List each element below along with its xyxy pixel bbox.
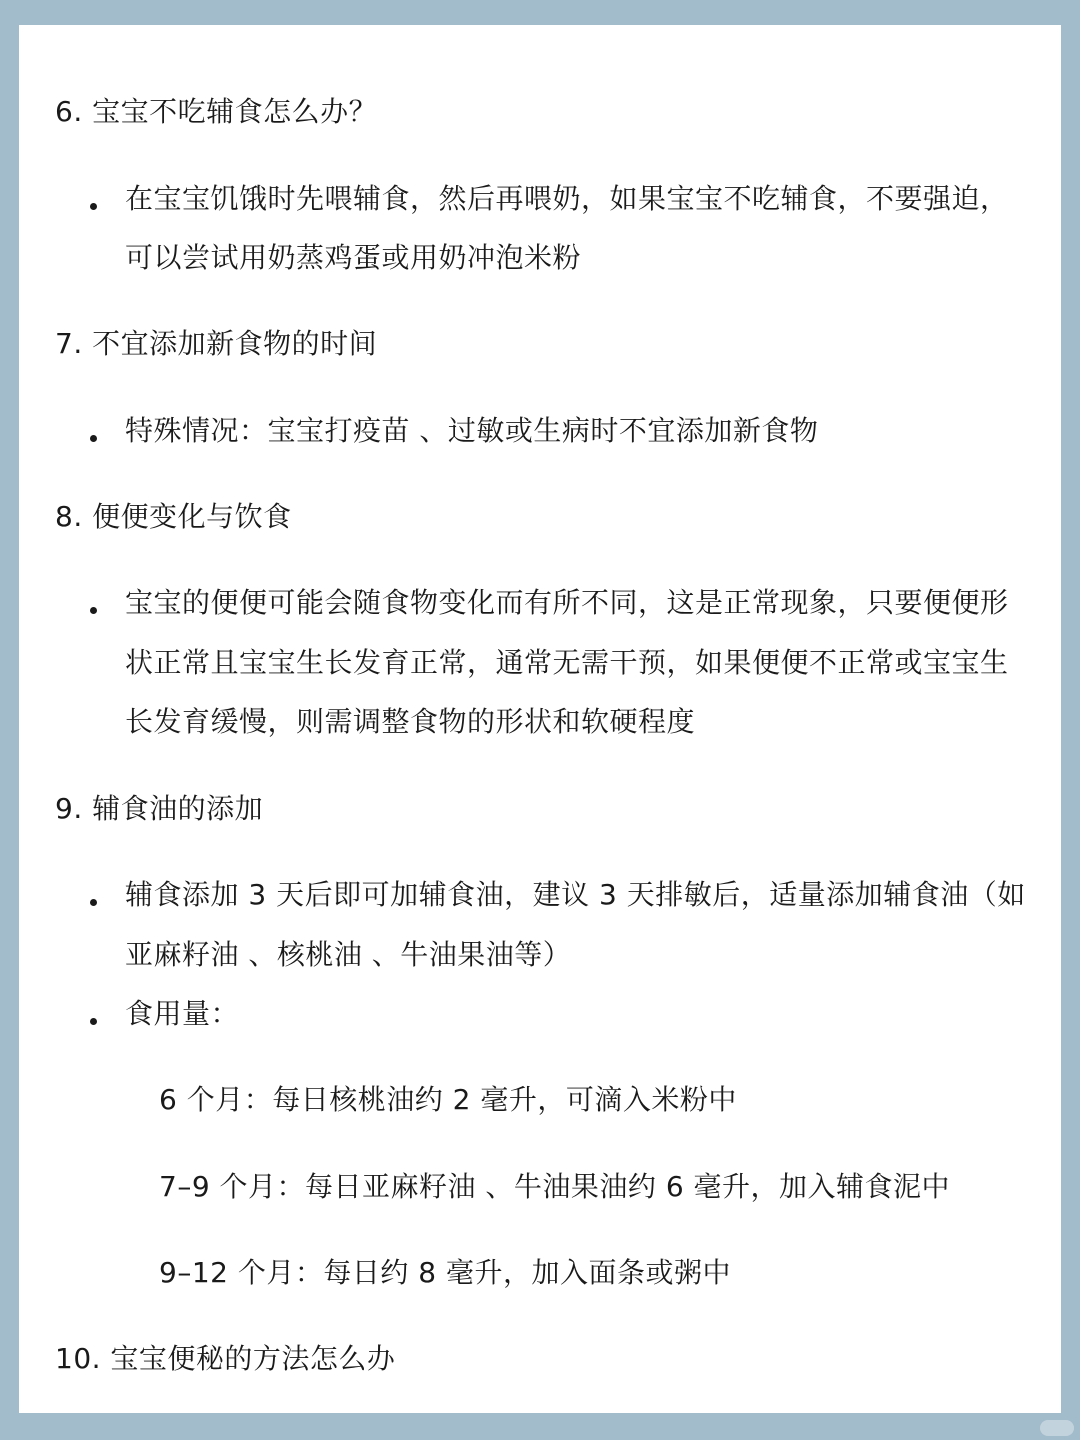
section-7-bullet-line-1: 特殊情况：宝宝打疫苗 、过敏或生病时不宜添加新食物 <box>125 414 819 447</box>
section-9-bullet-line-1: 辅食添加 3 天后即可加辅食油，建议 3 天排敏后，适量添加辅食油（如 <box>125 878 1026 911</box>
bullet-dot-icon <box>90 607 97 614</box>
amount-6-months: 6 个月：每日核桃油约 2 毫升，可滴入米粉中 <box>159 1083 737 1116</box>
section-8-heading: 8. 便便变化与饮食 <box>55 500 292 533</box>
amount-9-12-months: 9–12 个月：每日约 8 毫升，加入面条或粥中 <box>159 1256 731 1289</box>
content-card <box>19 25 1061 1413</box>
section-8-bullet-line-3: 长发育缓慢，则需调整食物的形状和软硬程度 <box>125 705 696 738</box>
section-8-bullet-line-1: 宝宝的便便可能会随食物变化而有所不同，这是正常现象，只要便便形 <box>125 586 1009 619</box>
section-9-heading: 9. 辅食油的添加 <box>55 792 264 825</box>
section-9-bullet-line-2: 亚麻籽油 、核桃油 、牛油果油等） <box>125 938 572 971</box>
amount-7-9-months: 7–9 个月：每日亚麻籽油 、牛油果油约 6 毫升，加入辅食泥中 <box>159 1170 951 1203</box>
section-10-heading: 10. 宝宝便秘的方法怎么办 <box>55 1342 396 1375</box>
section-9-bullet-2-label: 食用量： <box>125 997 240 1030</box>
section-6-bullet-line-2: 可以尝试用奶蒸鸡蛋或用奶冲泡米粉 <box>125 241 582 274</box>
section-6-bullet-line-1: 在宝宝饥饿时先喂辅食，然后再喂奶，如果宝宝不吃辅食，不要强迫， <box>125 182 1009 215</box>
bullet-dot-icon <box>90 203 97 210</box>
section-8-bullet-line-2: 状正常且宝宝生长发育正常，通常无需干预，如果便便不正常或宝宝生 <box>125 646 1009 679</box>
bullet-dot-icon <box>90 1018 97 1025</box>
section-6-heading: 6. 宝宝不吃辅食怎么办？ <box>55 95 378 128</box>
section-7-heading: 7. 不宜添加新食物的时间 <box>55 327 378 360</box>
watermark-icon <box>1040 1420 1074 1436</box>
bullet-dot-icon <box>90 435 97 442</box>
bullet-dot-icon <box>90 899 97 906</box>
